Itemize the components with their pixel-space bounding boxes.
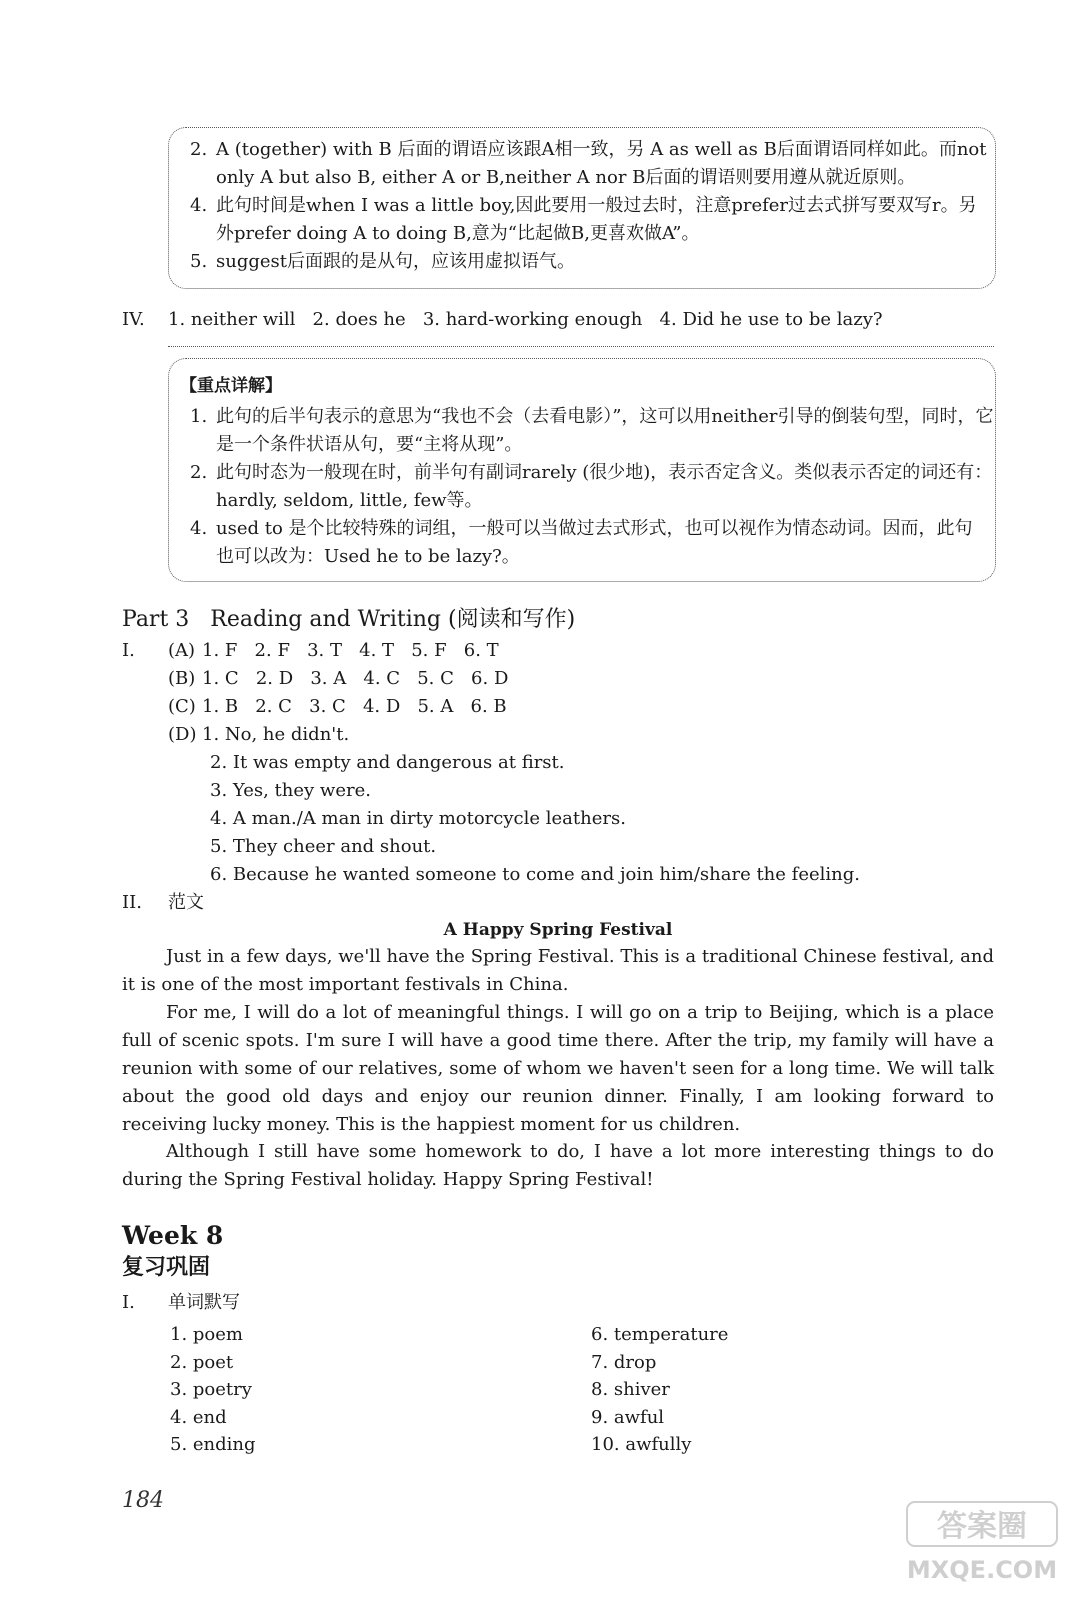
week-section-label: I. [122, 1292, 135, 1313]
essay-paragraph: Although I still have some homework to do, I have a lot more interesting things to do during the Spring Festival holiday. Happy Spring Festival! [122, 1141, 994, 1190]
part3-d-item: 6. Because he wanted someone to come and join him/share the feeling. [210, 864, 860, 885]
box2-line-6: 也可以改为：Used he to be lazy?。 [216, 546, 520, 567]
page-number: 184 [122, 1488, 164, 1513]
week-section-text: 单词默写 [168, 1292, 240, 1313]
svg-text:答案圈: 答案圈 [937, 1509, 1027, 1544]
box1-line-3: 4. 此句时间是when I was a little boy,因此要用一般过去时，注意prefer过去式拼写要双写r。另 [190, 195, 977, 216]
vocab-item: 1. poem [170, 1324, 243, 1345]
week-subtitle: 复习巩固 [122, 1255, 211, 1280]
part3-section-ii-text: 范文 [168, 892, 204, 913]
part3-row-d: (D) 1. No, he didn't. [168, 724, 350, 745]
box1-line-1: 2. A (together) with B 后面的谓语应该跟A相一致，另 A as well as B后面谓语同样如此。而not [190, 139, 987, 160]
part3-d-item: 2. It was empty and dangerous at first. [210, 752, 565, 773]
vocab-item: 3. poetry [170, 1379, 252, 1400]
essay-paragraph: Just in a few days, we'll have the Spring Festival. This is a traditional Chinese festival, and it is one of the most important festivals in China. [122, 946, 994, 995]
part3-row-a: (A) 1. F 2. F 3. T 4. T 5. F 6. T [168, 640, 499, 661]
vocab-left-column [170, 1321, 256, 1459]
part3-d-item: 4. A man./A man in dirty motorcycle leathers. [210, 808, 626, 829]
essay-paragraph: For me, I will do a lot of meaningful things. I will go on a trip to Beijing, which is a place full of scenic spots. I'm sure I will have a good time there. After the trip, my family will have a reunion with some of our relatives, some of whom we haven't seen for a long time. We will talk about the good old days and enjoy our reunion dinner. Finally, I am looking forward to receiving lucky money. This is the happiest moment for us children. [122, 1002, 994, 1135]
essay-title: A Happy Spring Festival [443, 920, 673, 940]
box1-line-2: only A but also B, either A or B,neither A nor B后面的谓语则要用遵从就近原则。 [216, 167, 916, 188]
part3-d-item: 5. They cheer and shout. [210, 836, 437, 857]
box2-line-2: 是一个条件状语从句，要“主将从现”。 [216, 434, 523, 455]
vocab-item: 8. shiver [591, 1379, 670, 1400]
box2-line-3: 2. 此句时态为一般现在时，前半句有副词rarely (很少地)，表示否定含义。类似表示否定的词还有： [190, 462, 993, 483]
part3-row-b: (B) 1. C 2. D 3. A 4. C 5. C 6. D [168, 668, 509, 689]
box2-heading: 【重点详解】 [180, 376, 282, 396]
part3-row-c: (C) 1. B 2. C 3. C 4. D 5. A 6. B [168, 696, 507, 717]
dotted-separator [168, 346, 994, 347]
vocab-item: 10. awfully [591, 1434, 692, 1455]
part3-d-item: 3. Yes, they were. [210, 780, 371, 801]
box2-line-4: hardly, seldom, little, few等。 [216, 490, 483, 511]
part3-section-i-label: I. [122, 640, 135, 661]
box1-line-4: 外prefer doing A to doing B,意为“比起做B,更喜欢做A”。 [216, 223, 700, 244]
vocab-item: 2. poet [170, 1351, 234, 1373]
watermark-logo [905, 1498, 1065, 1588]
box1-line-5: 5. suggest后面跟的是从句，应该用虚拟语气。 [190, 251, 575, 272]
vocab-item: 4. end [170, 1406, 227, 1428]
part3-section-ii-label: II. [122, 892, 142, 913]
svg-text:MXQE.COM: MXQE.COM [906, 1556, 1058, 1584]
watermark-graphic [905, 1498, 1065, 1588]
box2-line-1: 1. 此句的后半句表示的意思为“我也不会（去看电影）”，这可以用neither引导的倒装句型，同时，它 [190, 406, 994, 427]
week-title: Week 8 [122, 1221, 224, 1250]
vocab-item: 5. ending [170, 1434, 256, 1455]
section-iv: IV. 1. neither will 2. does he 3. hard-working enough 4. Did he use to be lazy? [122, 309, 883, 330]
vocab-right-column [591, 1321, 728, 1459]
part3-title: Part 3 Reading and Writing (阅读和写作) [122, 607, 576, 632]
vocab-item: 9. awful [591, 1406, 665, 1428]
box2-line-5: 4. used to 是个比较特殊的词组，一般可以当做过去式形式，也可以视作为情态动词。因而，此句 [190, 518, 973, 539]
vocab-item: 7. drop [591, 1351, 657, 1373]
vocab-item: 6. temperature [591, 1324, 729, 1345]
